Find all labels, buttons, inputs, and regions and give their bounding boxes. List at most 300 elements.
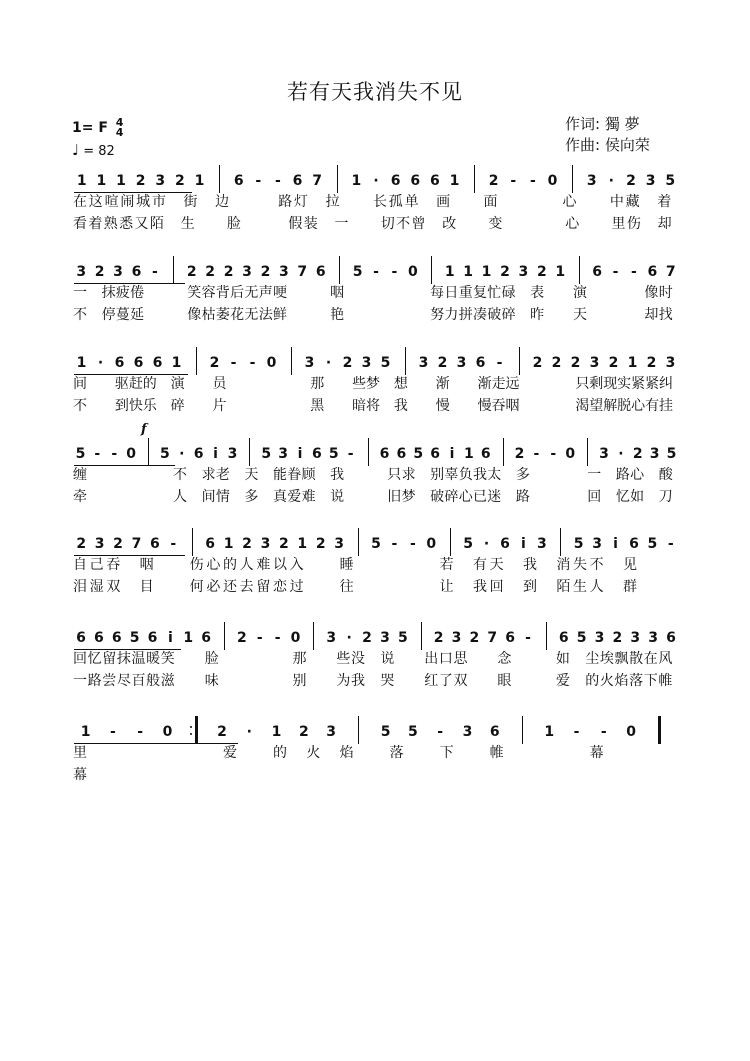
- lyric-char: 碎: [501, 307, 516, 323]
- lyric-char: 城: [136, 194, 151, 210]
- lyric-char: 迷: [487, 489, 502, 505]
- credits: [565, 114, 650, 156]
- lyric-char: 温: [131, 651, 146, 667]
- note-extension: -: [667, 536, 674, 552]
- lyric-char: 改: [442, 216, 457, 232]
- barline: [405, 347, 406, 375]
- time-signature-bottom: 4: [115, 126, 124, 139]
- lyric-char: 街: [183, 194, 198, 210]
- lyric-char: 旧: [387, 489, 402, 505]
- lyric-char: 下: [643, 673, 658, 689]
- music-line: [72, 256, 682, 346]
- lyric-char: 我: [523, 557, 537, 573]
- note-extension: -: [533, 446, 540, 462]
- lyric-char: 里: [73, 745, 87, 761]
- lyric-char: 爱: [287, 489, 302, 505]
- barline: [313, 622, 314, 650]
- lyric-char: 渴: [575, 398, 590, 414]
- note: 2: [209, 355, 220, 371]
- lyric-char: 失: [573, 557, 587, 573]
- note: 1: [627, 355, 638, 371]
- dotted-note: ·: [97, 355, 104, 371]
- dotted-note: ·: [246, 724, 252, 740]
- lyric-char: 渐: [477, 376, 492, 392]
- dynamic-forte: f: [141, 422, 147, 437]
- lyric-char: 驱: [114, 376, 129, 392]
- note: 5: [576, 630, 587, 646]
- lyric-char: 演: [573, 285, 587, 301]
- note: 3: [645, 173, 656, 189]
- note: 1: [171, 355, 182, 371]
- lyric-char: 伤: [189, 557, 204, 573]
- lyric-char: 伤: [626, 216, 641, 232]
- note: 1: [463, 264, 473, 280]
- lyric-verse-1: [72, 282, 682, 300]
- lyric-char: 中: [609, 194, 624, 210]
- lyric-char: 下: [439, 745, 454, 761]
- note: 1: [351, 173, 362, 189]
- lyric-char: 散: [629, 651, 644, 667]
- music-line: [72, 165, 682, 255]
- note: 2: [570, 355, 581, 371]
- lyric-char: 暖: [146, 651, 161, 667]
- lyric-char: 幕: [73, 767, 87, 783]
- lyric-char: 我: [473, 467, 487, 483]
- lyric-verse-1: [72, 191, 682, 209]
- note: 1: [449, 173, 460, 189]
- note: 3: [599, 446, 609, 462]
- lyric-char: 牵: [73, 489, 87, 505]
- barline: [249, 438, 250, 466]
- lyric-char: 双: [106, 579, 121, 595]
- lyric-char: 梦: [366, 376, 381, 392]
- lyric-char: 见: [623, 557, 637, 573]
- lyric-char: 入: [289, 557, 304, 573]
- lyric-char: 时: [658, 285, 673, 301]
- note: 2: [94, 264, 105, 280]
- note: 6: [193, 446, 204, 462]
- lyric-char: 帷: [489, 745, 504, 761]
- barline: [572, 165, 573, 193]
- lyric-char: 望: [589, 398, 604, 414]
- note-extension: -: [391, 264, 398, 280]
- dotted-note: ·: [618, 446, 624, 462]
- note-extension: -: [152, 264, 158, 280]
- note: 3: [589, 355, 600, 371]
- note: 7: [297, 264, 308, 280]
- lyric-char: 人: [239, 557, 254, 573]
- note: 2: [76, 536, 87, 552]
- lyric-char: 路: [87, 673, 102, 689]
- lyric-char: 一: [587, 467, 602, 483]
- note-extension: -: [525, 630, 531, 646]
- lyric-char: 难: [256, 557, 271, 573]
- barline: [579, 256, 580, 284]
- note: 2: [113, 536, 123, 552]
- note: i: [213, 446, 218, 462]
- note: 1: [481, 264, 492, 280]
- note-extension: -: [391, 536, 398, 552]
- lyric-char: 声: [258, 285, 273, 301]
- note-extension: -: [573, 724, 580, 740]
- note: 6: [152, 355, 163, 371]
- lyric-char: 面: [483, 194, 498, 210]
- note: 6: [390, 173, 401, 189]
- note: 3: [326, 630, 337, 646]
- note: 0: [547, 173, 558, 189]
- lyric-char: 破: [430, 489, 445, 505]
- lyric-char: 演: [170, 376, 185, 392]
- note: 3: [155, 173, 166, 189]
- lyric-char: 闹: [120, 194, 135, 210]
- lyric-char: 求: [201, 467, 216, 483]
- note: 0: [266, 355, 277, 371]
- tempo-marking: [72, 141, 115, 159]
- lyric-char: 一: [73, 285, 87, 301]
- note: 6: [629, 536, 639, 552]
- note: i: [613, 536, 618, 552]
- note: 2: [205, 264, 216, 280]
- note: 1: [444, 264, 455, 280]
- lyric-char: 长: [373, 194, 387, 210]
- note: 6: [114, 355, 125, 371]
- note-extension: -: [600, 724, 607, 740]
- lyric-char: 眼: [497, 673, 512, 689]
- note: i: [167, 630, 173, 646]
- lyric-char: 花: [230, 307, 245, 323]
- note: 6: [133, 355, 144, 371]
- note: 5: [380, 355, 391, 371]
- lyric-char: 的: [142, 376, 157, 392]
- lyric-char: 滋: [160, 673, 175, 689]
- note: 6: [429, 173, 440, 189]
- lyric-char: 黑: [310, 398, 325, 414]
- lyric-char: 现: [603, 376, 618, 392]
- note: 3: [586, 173, 597, 189]
- lyric-char: 风: [658, 651, 673, 667]
- note: 6: [666, 630, 676, 646]
- note-extension: -: [170, 536, 177, 552]
- note: 6: [233, 173, 244, 189]
- lyric-char: 一: [73, 673, 87, 689]
- lyric-char: 努: [430, 307, 445, 323]
- lyric-char: 法: [258, 307, 273, 323]
- note: 1: [271, 724, 282, 740]
- note: 5: [647, 536, 658, 552]
- lyric-char: 眷: [287, 467, 302, 483]
- lyric-char: 求: [401, 467, 416, 483]
- note-extension: -: [496, 355, 503, 371]
- note: 0: [426, 536, 437, 552]
- music-line: [72, 347, 682, 437]
- lyric-char: 泪: [73, 579, 87, 595]
- note: 6: [379, 446, 390, 462]
- note-extension: -: [249, 355, 256, 371]
- lyric-char: 有: [473, 557, 487, 573]
- lyric-char: 心: [630, 467, 645, 483]
- note: 1: [116, 173, 126, 189]
- lyric-char: 慢: [477, 398, 492, 414]
- note: 1: [183, 630, 194, 646]
- lyric-char: 若: [439, 557, 454, 573]
- lyric-char: 忆: [615, 489, 630, 505]
- lyric-char: 多: [515, 467, 530, 483]
- barline: [503, 438, 504, 466]
- lyric-char: 剩: [589, 376, 604, 392]
- note: 2: [608, 355, 619, 371]
- lyric-char: 生: [180, 216, 195, 232]
- lyric-char: 的: [585, 673, 600, 689]
- note: 3: [260, 536, 271, 552]
- lyric-char: 双: [453, 673, 468, 689]
- double-barline: [658, 716, 661, 744]
- lyric-char: 路: [515, 489, 530, 505]
- lyric-char: 如: [555, 651, 570, 667]
- barline: [560, 528, 561, 556]
- lyric-char: 背: [215, 285, 230, 301]
- lyric-char: 纠: [659, 376, 674, 392]
- lyric-char: 尽: [116, 673, 131, 689]
- lyric-char: 碎: [170, 398, 185, 414]
- lyric-verse-2: [72, 486, 682, 504]
- lyric-char: 火: [306, 745, 321, 761]
- note: 5: [261, 446, 272, 462]
- lyric-char: 难: [301, 489, 316, 505]
- note: 3: [304, 355, 315, 371]
- lyric-char: 藏: [625, 194, 640, 210]
- lyric-char: 画: [436, 194, 451, 210]
- music-line: [72, 622, 682, 712]
- lyric-char: 天: [244, 467, 259, 483]
- lyric-char: 一: [334, 216, 349, 232]
- lyric-char: 爱: [223, 745, 237, 761]
- lyric-char: 间: [73, 376, 87, 392]
- lyric-char: 恋: [273, 579, 287, 595]
- lyric-char: 员: [212, 376, 227, 392]
- music-line: [72, 716, 682, 806]
- lyric-char: 出: [424, 651, 439, 667]
- note: 6: [292, 173, 303, 189]
- note: 2: [174, 173, 185, 189]
- note: 1: [96, 173, 107, 189]
- lyric-char: 不: [173, 467, 187, 483]
- note: 5: [408, 724, 418, 740]
- lyric-char: 不: [396, 216, 411, 232]
- lyric-char: 我: [473, 579, 487, 595]
- lyric-char: 不: [589, 557, 604, 573]
- lyric-char: 必: [206, 579, 221, 595]
- lyric-char: 老: [215, 467, 230, 483]
- note: 5: [328, 446, 339, 462]
- note: 0: [407, 264, 418, 280]
- repeat-dot: [190, 726, 192, 728]
- lyric-char: 多: [244, 489, 259, 505]
- lyric-char: 咽: [330, 285, 345, 301]
- note: 5: [665, 173, 676, 189]
- note: 2: [315, 536, 326, 552]
- lyric-char: 没: [351, 651, 366, 667]
- lyric-char: 紧: [645, 376, 660, 392]
- lyric-char: 湿: [89, 579, 104, 595]
- barline: [474, 165, 475, 193]
- lyric-char: 别: [292, 673, 307, 689]
- lyric-verse-2: [72, 213, 682, 231]
- note: 0: [565, 446, 576, 462]
- note: 2: [632, 446, 643, 462]
- lyric-char: 负: [458, 467, 473, 483]
- lyric-char: 艳: [330, 307, 345, 323]
- note: 3: [594, 630, 605, 646]
- note: 3: [665, 355, 676, 371]
- note: 2: [237, 630, 247, 646]
- lyric-char: 心: [565, 216, 580, 232]
- note: i: [449, 446, 455, 462]
- barline: [337, 165, 338, 193]
- note: 1: [297, 536, 308, 552]
- barline: [358, 716, 359, 744]
- lyric-char: 又: [134, 216, 149, 232]
- lyric-char: 着: [657, 194, 672, 210]
- note-extension: -: [94, 446, 101, 462]
- note: i: [297, 446, 303, 462]
- lyric-char: 焰: [339, 745, 354, 761]
- lyric-char: 埃: [599, 651, 614, 667]
- lyric-char: 紧: [631, 376, 646, 392]
- lyric-char: 辜: [444, 467, 459, 483]
- lyric-char: 抹: [116, 651, 131, 667]
- lyric-char: 自: [73, 557, 87, 573]
- lyricist-credit: 作词: 獨 夢: [565, 115, 640, 133]
- lyric-char: 装: [303, 216, 318, 232]
- lyric-char: 看: [73, 216, 87, 232]
- lyric-char: 萎: [215, 307, 230, 323]
- lyric-char: 蔓: [115, 307, 130, 323]
- note: 2: [536, 264, 547, 280]
- note: 1: [464, 446, 474, 462]
- barline: [219, 165, 220, 193]
- lyric-char: 无: [244, 307, 259, 323]
- lyric-char: 无: [244, 285, 259, 301]
- lyric-char: 远: [505, 376, 520, 392]
- lyric-char: 却: [657, 216, 672, 232]
- note: 6: [150, 536, 160, 552]
- lyric-char: 陌: [149, 216, 164, 232]
- note: 3: [630, 630, 641, 646]
- lyric-char: 己: [89, 557, 104, 573]
- note: 1: [80, 724, 91, 740]
- note: 6: [500, 536, 510, 552]
- tempo-value: = 82: [83, 144, 115, 159]
- time-signature: [116, 118, 124, 138]
- note: 5: [371, 536, 381, 552]
- note-extension: -: [110, 724, 116, 740]
- lyric-char: 碎: [444, 489, 459, 505]
- barline: [431, 256, 432, 284]
- lyric-verse-2: [72, 304, 682, 322]
- lyric-char: 哽: [273, 285, 287, 301]
- key-signature: [72, 118, 123, 138]
- lyric-verse-2: [72, 395, 682, 413]
- lyric-char: 在: [73, 194, 87, 210]
- note: 2: [223, 264, 234, 280]
- dotted-note: ·: [373, 173, 379, 189]
- lyric-char: 只: [387, 467, 402, 483]
- lyric-char: 陌: [556, 579, 571, 595]
- note: 5: [380, 724, 391, 740]
- note: 3: [380, 630, 390, 646]
- lyric-char: 孤: [388, 194, 403, 210]
- lyric-char: 忆: [87, 651, 102, 667]
- lyric-char: 帷: [658, 673, 673, 689]
- lyric-char: 解: [603, 398, 618, 414]
- quarter-note-icon: ♩: [72, 141, 80, 159]
- lyric-char: 百: [131, 673, 146, 689]
- lyric-char: 目: [139, 579, 154, 595]
- note: 7: [487, 630, 498, 646]
- lyric-char: 说: [380, 651, 395, 667]
- lyric-char: 心: [206, 557, 221, 573]
- lyric-char: 赶: [128, 376, 143, 392]
- lyric-char: 忙: [487, 285, 502, 301]
- lyric-char: 却: [644, 307, 659, 323]
- note: 5: [397, 630, 408, 646]
- dotted-note: ·: [179, 446, 185, 462]
- lyric-char: 乐: [142, 398, 157, 414]
- song-title: 若有天我消失不见: [287, 80, 463, 104]
- note: 0: [290, 630, 301, 646]
- barline: [173, 256, 174, 284]
- note: 6: [111, 630, 122, 646]
- barline: [522, 716, 523, 744]
- note: 3: [451, 630, 462, 646]
- lyric-char: 刀: [658, 489, 673, 505]
- note: 2: [217, 724, 227, 740]
- lyric-char: 单: [404, 194, 419, 210]
- lyric-char: 如: [630, 489, 645, 505]
- note: 2: [437, 355, 448, 371]
- note: 1: [194, 173, 205, 189]
- note: 7: [312, 173, 323, 189]
- lyric-char: 力: [444, 307, 459, 323]
- note: 2: [626, 173, 636, 189]
- lyric-char: 凑: [473, 307, 487, 323]
- barline: [587, 438, 588, 466]
- lyric-char: 能: [273, 467, 287, 483]
- lyric-char: 容: [201, 285, 216, 301]
- note: 2: [342, 355, 353, 371]
- lyric-char: 像: [644, 285, 659, 301]
- barline: [450, 528, 451, 556]
- note: 6: [558, 630, 569, 646]
- note: 2: [551, 355, 562, 371]
- note: 2: [433, 630, 444, 646]
- note: 2: [135, 173, 146, 189]
- lyric-char: 不: [73, 398, 87, 414]
- time-signature-top: 4: [115, 116, 124, 129]
- music-line: [72, 528, 682, 618]
- lyric-char: 火: [599, 673, 614, 689]
- note: 6: [147, 630, 158, 646]
- lyric-char: 咽: [505, 398, 520, 414]
- lyric-char: 复: [473, 285, 487, 301]
- note: 2: [469, 630, 480, 646]
- lyric-char: 留: [256, 579, 271, 595]
- lyric-verse-2: [72, 764, 682, 782]
- lyric-char: 落: [629, 673, 644, 689]
- barline: [291, 347, 292, 375]
- note: 2: [500, 264, 510, 280]
- lyric-char: 后: [230, 285, 245, 301]
